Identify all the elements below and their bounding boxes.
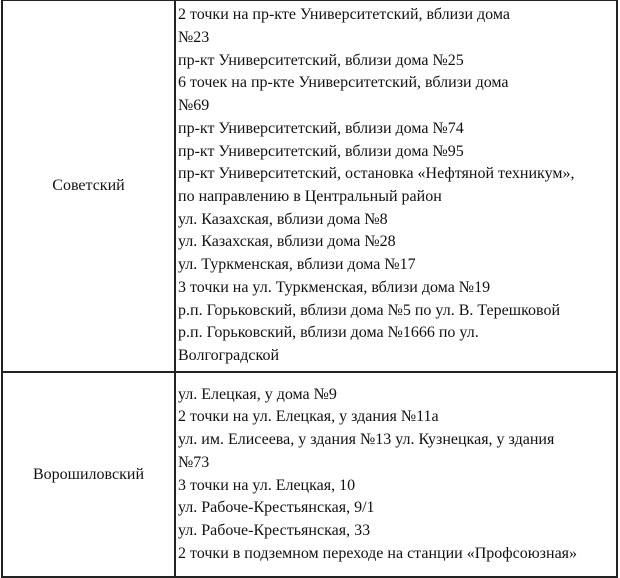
address-list-cell bbox=[175, 0, 617, 372]
address-line: №69 bbox=[178, 97, 210, 115]
address-list-cell bbox=[175, 372, 617, 577]
address-line: ул. Рабоче-Крестьянская, 33 bbox=[178, 521, 371, 539]
address-line: ул. им. Елисеева, у здания №13 ул. Кузнецкая, у здания bbox=[178, 431, 555, 449]
address-line: пр-кт Университетский, вблизи дома №74 bbox=[178, 119, 464, 137]
locations-table bbox=[1, 0, 618, 578]
address-line: 3 точки на ул. Елецкая, 10 bbox=[178, 476, 356, 494]
district-cell: Ворошиловский bbox=[2, 372, 175, 577]
address-line: ул. Рабоче-Крестьянская, 9/1 bbox=[178, 499, 375, 517]
address-line: 2 точки на ул. Елецкая, у здания №11а bbox=[178, 408, 439, 426]
table-row bbox=[2, 0, 617, 372]
address-line: пр-кт Университетский, вблизи дома №25 bbox=[178, 51, 464, 69]
address-line: ул. Казахская, вблизи дома №28 bbox=[178, 233, 396, 251]
address-line: пр-кт Университетский, остановка «Нефтяной техникум», bbox=[178, 165, 575, 183]
table-row bbox=[2, 372, 617, 577]
address-line: 6 точек на пр-кте Университетский, вблизи дома bbox=[178, 74, 509, 92]
address-line: по направлению в Центральный район bbox=[178, 188, 442, 205]
address-line: Волгоградской bbox=[178, 346, 280, 364]
address-line: №23 bbox=[178, 29, 210, 47]
address-line: ул. Казахская, вблизи дома №8 bbox=[178, 210, 388, 228]
district-cell: Советский bbox=[2, 0, 175, 372]
address-line: пр-кт Университетский, вблизи дома №95 bbox=[178, 142, 464, 160]
address-line: р.п. Горьковский, вблизи дома №5 по ул. В. Терешковой bbox=[178, 301, 561, 319]
address-line: ул. Елецкая, у дома №9 bbox=[178, 385, 337, 403]
address-line: р.п. Горьковский, вблизи дома №1666 по ул. bbox=[178, 324, 479, 342]
address-line: №73 bbox=[178, 453, 210, 471]
address-line: 2 точки на пр-кте Университетский, вблизи дома bbox=[178, 6, 510, 24]
address-line: ул. Туркменская, вблизи дома №17 bbox=[178, 256, 416, 274]
address-line: 2 точки в подземном переходе на станции «Профсоюзная» bbox=[178, 544, 578, 562]
address-line: 3 точки на ул. Туркменская, вблизи дома №19 bbox=[178, 278, 491, 296]
